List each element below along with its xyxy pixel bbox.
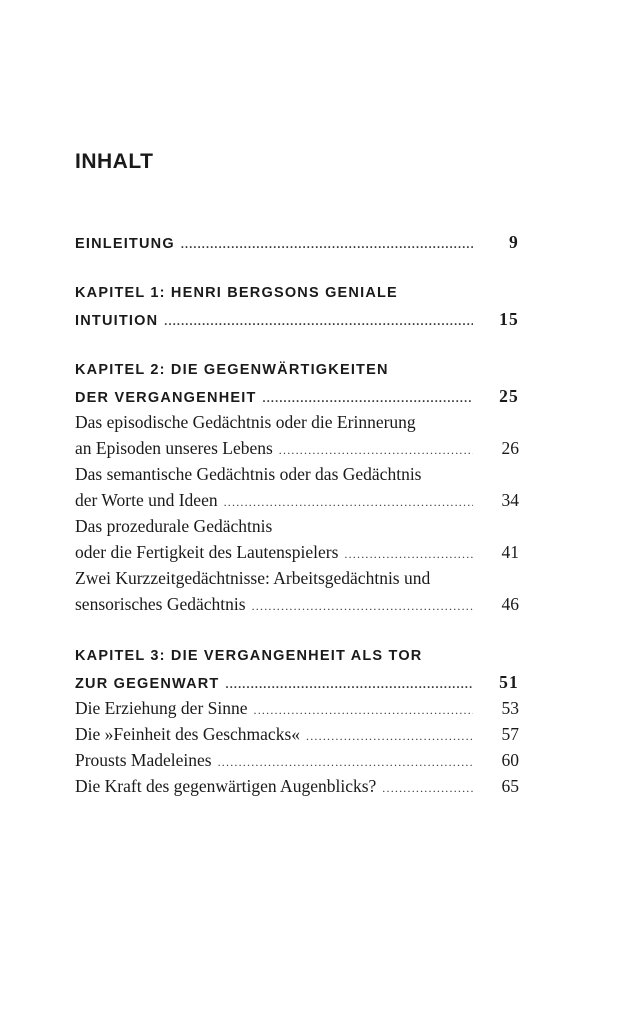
toc-entry-title: KAPITEL 2: DIE GEGENWÄRTIGKEITEN xyxy=(75,362,389,378)
toc-page-number: 60 xyxy=(501,750,519,770)
dot-leader xyxy=(344,547,473,562)
toc-entry-title: Das prozedurale Gedächtnis xyxy=(75,516,273,536)
dot-leader xyxy=(306,729,473,744)
toc-entry xyxy=(75,594,519,618)
dot-leader xyxy=(263,391,473,406)
toc-entry xyxy=(75,309,519,333)
toc-entry-line xyxy=(75,648,519,672)
toc-entry-title: Das episodische Gedächtnis oder die Erinnerung xyxy=(75,412,416,432)
toc-page-number: 15 xyxy=(499,309,519,329)
toc-entry-title: DER VERGANGENHEIT xyxy=(75,390,257,406)
toc-entry xyxy=(75,386,519,410)
toc-entry-title: sensorisches Gedächtnis xyxy=(75,594,246,614)
toc-page-number: 41 xyxy=(501,542,519,562)
toc-page-number: 53 xyxy=(501,698,519,718)
dot-leader xyxy=(252,599,473,614)
toc-entry-line xyxy=(75,412,519,436)
toc-page-number: 65 xyxy=(501,776,519,796)
toc-entry-title: oder die Fertigkeit des Lautenspielers xyxy=(75,542,339,562)
toc-page-number: 26 xyxy=(501,438,519,458)
toc-entry-title: EINLEITUNG xyxy=(75,236,175,252)
toc-entry xyxy=(75,438,519,462)
toc-entry-title: Die »Feinheit des Geschmacks« xyxy=(75,724,301,744)
toc-entry-line xyxy=(75,362,519,386)
toc-entry-title: Die Kraft des gegenwärtigen Augenblicks? xyxy=(75,776,377,796)
toc-entry xyxy=(75,724,519,748)
toc-entry xyxy=(75,672,519,696)
dot-leader xyxy=(382,781,473,796)
toc-page-number: 25 xyxy=(499,386,519,406)
toc-page-number: 57 xyxy=(501,724,519,744)
toc-entry-title: Zwei Kurzzeitgedächtnisse: Arbeitsgedächtnis und xyxy=(75,568,431,588)
toc-entry-title: KAPITEL 1: HENRI BERGSONS GENIALE xyxy=(75,285,398,301)
dot-leader xyxy=(218,755,473,770)
toc-entry-title: ZUR GEGENWART xyxy=(75,676,220,692)
toc-entry-title: Die Erziehung der Sinne xyxy=(75,698,248,718)
toc-entry xyxy=(75,232,519,256)
dot-leader xyxy=(226,677,474,692)
toc-page-number: 34 xyxy=(501,490,519,510)
toc-entry xyxy=(75,750,519,774)
toc-page-number: 9 xyxy=(509,232,519,252)
toc-entry-line xyxy=(75,516,519,540)
toc-entry-title: INTUITION xyxy=(75,313,159,329)
toc-page-number: 51 xyxy=(499,672,519,692)
dot-leader xyxy=(254,703,473,718)
toc-entry-line xyxy=(75,464,519,488)
toc-entry-title: Prousts Madeleines xyxy=(75,750,212,770)
dot-leader xyxy=(164,314,473,329)
toc-page-number: 46 xyxy=(501,594,519,614)
dot-leader xyxy=(181,237,473,252)
page-title: INHALT xyxy=(75,150,154,173)
toc-entry-title: der Worte und Ideen xyxy=(75,490,218,510)
toc-entry xyxy=(75,542,519,566)
toc-entry xyxy=(75,776,519,800)
toc-entry-title: KAPITEL 3: DIE VERGANGENHEIT ALS TOR xyxy=(75,648,423,664)
toc-entry-line xyxy=(75,568,519,592)
toc-entry-title: an Episoden unseres Lebens xyxy=(75,438,273,458)
dot-leader xyxy=(224,495,473,510)
toc-entry xyxy=(75,490,519,514)
toc-entry-title: Das semantische Gedächtnis oder das Gedächtnis xyxy=(75,464,422,484)
toc-entry-line xyxy=(75,285,519,309)
toc-entry xyxy=(75,698,519,722)
dot-leader xyxy=(279,443,473,458)
